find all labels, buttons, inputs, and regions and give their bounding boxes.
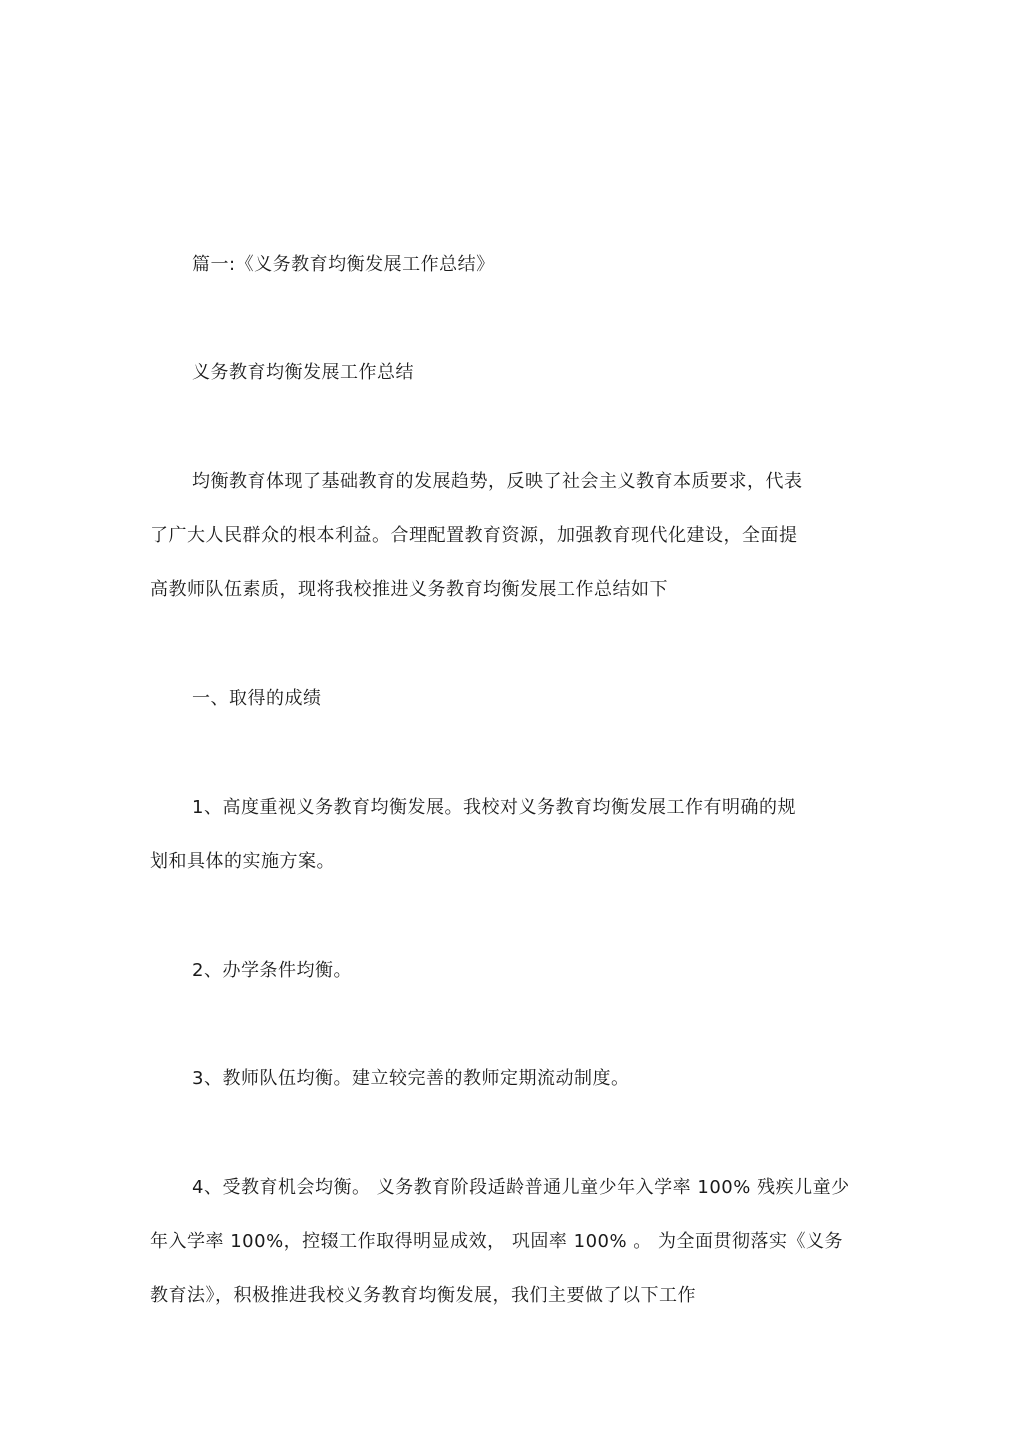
- item-1-line-2: 划和具体的实施方案。: [150, 851, 335, 872]
- item-1-line-1: 1、高度重视义务教育均衡发展。我校对义务教育均衡发展工作有明确的规: [192, 797, 796, 818]
- intro-line-2: 了广大人民群众的根本利益。合理配置教育资源，加强教育现代化建设，全面提: [150, 525, 798, 546]
- document-heading: 篇一:《义务教育均衡发展工作总结》: [192, 254, 495, 275]
- item-4-line-2: 年入学率 100%，控辍工作取得明显成效， 巩固率 100% 。 为全面贯彻落实《义务: [150, 1231, 844, 1252]
- document-title: 义务教育均衡发展工作总结: [192, 362, 414, 383]
- intro-line-3: 高教师队伍素质，现将我校推进义务教育均衡发展工作总结如下: [150, 579, 668, 600]
- item-2: 2、办学条件均衡。: [192, 960, 352, 981]
- item-4-line-3: 教育法》，积极推进我校义务教育均衡发展，我们主要做了以下工作: [150, 1285, 696, 1306]
- item-3: 3、教师队伍均衡。建立较完善的教师定期流动制度。: [192, 1068, 630, 1089]
- item-4-line-1: 4、受教育机会均衡。 义务教育阶段适龄普通儿童少年入学率 100% 残疾儿童少: [192, 1177, 850, 1198]
- intro-line-1: 均衡教育体现了基础教育的发展趋势，反映了社会主义教育本质要求，代表: [192, 471, 803, 492]
- section-one-heading: 一、取得的成绩: [192, 688, 322, 709]
